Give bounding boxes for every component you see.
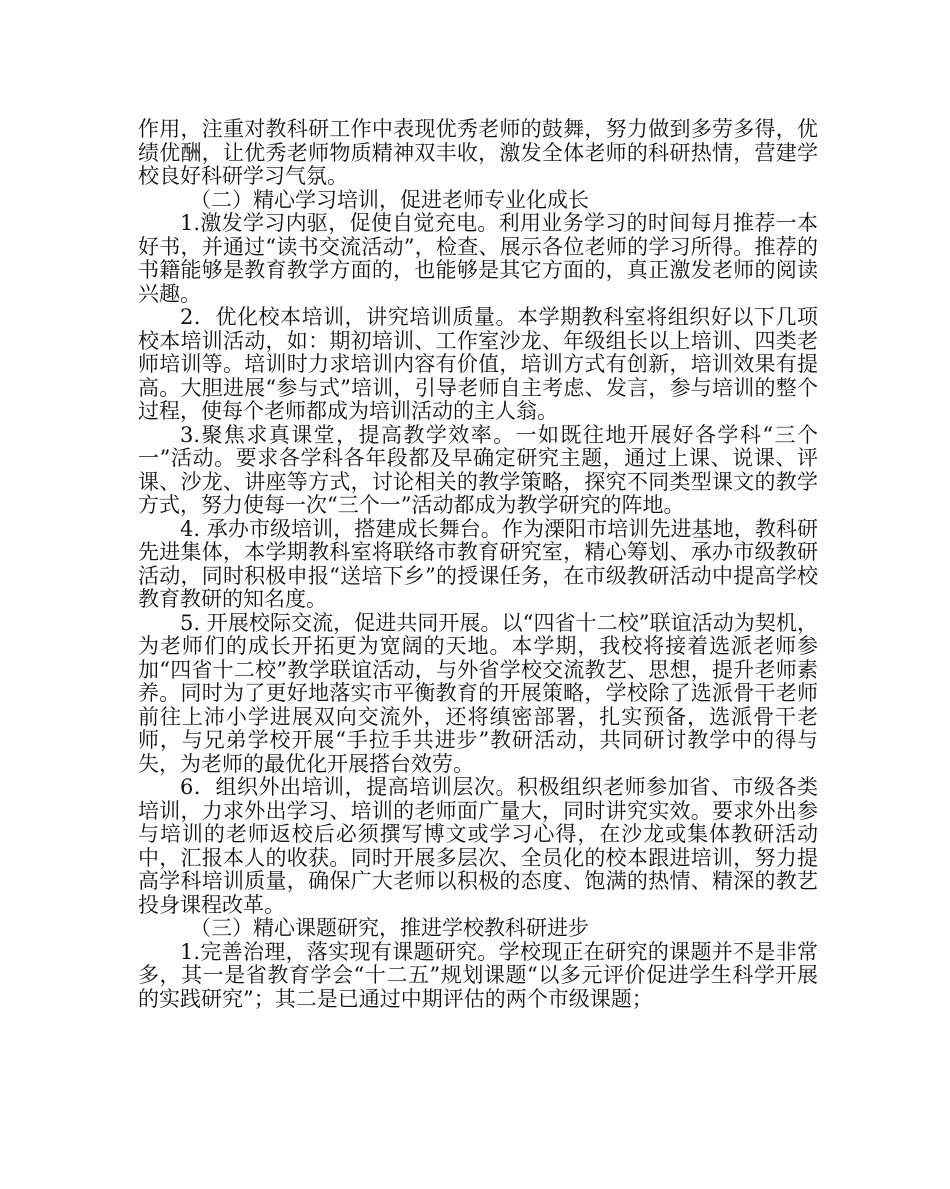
section-heading-2: （二）精心学习培训，促进老师专业化成长 (190, 187, 589, 212)
paragraph-item-1: 1.激发学习内驱，促使自觉充电。利用业务学习的时间每月推荐一本好书，并通过“读书交流活动”，检查、展示各位老师的学习所得。推荐的书籍能够是教育教学方面的，也能够是其它方面的，真正激发老师的阅读兴趣。 (138, 211, 818, 306)
paragraph-item-3: 3.聚焦求真课堂，提高教学效率。一如既往地开展好各学科“三个一”活动。要求各学科各年段都及早确定研究主题，通过上课、说课、评课、沙龙、讲座等方式，讨论相关的教学策略，探究不同类型课文的教学方式，努力使每一次“三个一”活动都成为教学研究的阵地。 (138, 422, 818, 517)
paragraph-item-5: 5. 开展校际交流，促进共同开展。以“四省十二校”联谊活动为契机，为老师们的成长开拓更为宽阔的天地。本学期，我校将接着选派老师参加“四省十二校”教学联谊活动，与外省学校交流教艺、思想，提升老师素养。同时为了更好地落实市平衡教育的开展策略，学校除了选派骨干老师前往上沛小学进展双向交流外，还将缜密部署，扎实预备，选派骨干老师，与兄弟学校开展“手拉手共进步”教研活动，共同研讨教学中的得与失，为老师的最优化开展搭台效劳。 (138, 610, 818, 776)
paragraph-item-6: 6．组织外出培训，提高培训层次。积极组织老师参加省、市级各类培训，力求外出学习、培训的老师面广量大，同时讲究实效。要求外出参与培训的老师返校后必须撰写博文或学习心得，在沙龙或集体教研活动中，汇报本人的收获。同时开展多层次、全员化的校本跟进培训，努力提高学科培训质量，确保广大老师以积极的态度、饱满的热情、精深的教艺投身课程改革。 (138, 775, 818, 917)
paragraph-item-2: 2．优化校本培训，讲究培训质量。本学期教科室将组织好以下几项校本培训活动，如：期初培训、工作室沙龙、年级组长以上培训、四类老师培训等。培训时力求培训内容有价值，培训方式有创新，培训效果有提高。大胆进展“参与式”培训，引导老师自主考虑、发言，参与培训的整个过程，使每个老师都成为培训活动的主人翁。 (138, 305, 818, 423)
section-heading-3: （三）精心课题研究，推进学校教科研进步 (190, 916, 589, 940)
paragraph-intro-continuation: 作用，注重对教科研工作中表现优秀老师的鼓舞，努力做到多劳多得，优绩优酬，让优秀老师物质精神双丰收，激发全体老师的科研热情，营建学校良好科研学习气氛。 (138, 117, 818, 188)
paragraph-item-7: 1.完善治理，落实现有课题研究。学校现正在研究的课题并不是非常多，其一是省教育学会“十二五”规划课题“以多元评价促进学生科学开展的实践研究”；其二是已通过中期评估的两个市级课题； (138, 939, 818, 1011)
paragraph-item-4: 4. 承办市级培训，搭建成长舞台。作为溧阳市培训先进基地，教科研先进集体，本学期教科室将联络市教育研究室，精心筹划、承办市级教研活动，同时积极申报“送培下乡”的授课任务，在市级教研活动中提高学校教育教研的知名度。 (138, 516, 818, 611)
document-page (138, 118, 818, 1011)
